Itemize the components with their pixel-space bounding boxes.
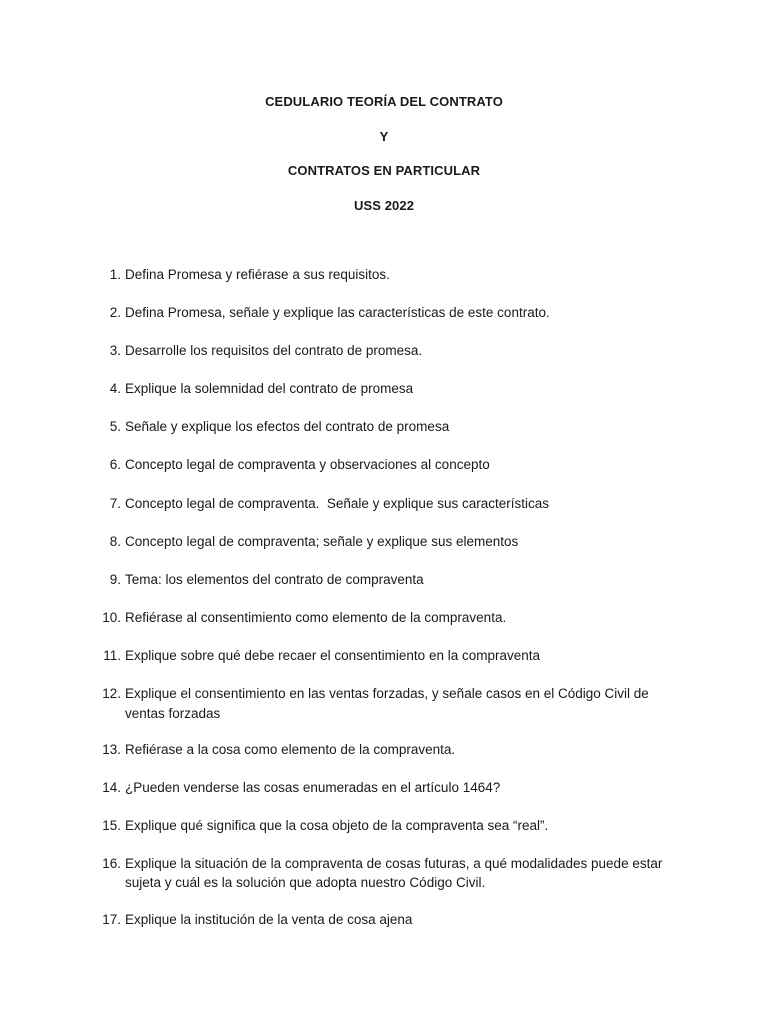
question-text: Desarrolle los requisitos del contrato de promesa.	[125, 343, 423, 359]
question-item-14	[0, 778, 768, 798]
question-item-6	[0, 455, 768, 475]
question-item-4	[0, 379, 768, 399]
question-text: Señale y explique los efectos del contrato de promesa	[125, 419, 450, 435]
title-line-4: USS 2022	[353, 197, 415, 213]
question-text: Concepto legal de compraventa. Señale y explique sus características	[125, 495, 549, 511]
question-text: Refiérase al consentimiento como elemento de la compraventa.	[125, 609, 507, 625]
question-number: 13.	[102, 741, 121, 757]
question-text: Defina Promesa, señale y explique las características de este contrato.	[125, 305, 550, 321]
question-item-2	[0, 303, 768, 323]
question-text: Explique el consentimiento en las ventas forzadas, y señale casos en el Código Civil de ventas forzadas	[125, 686, 649, 721]
question-text: Explique sobre qué debe recaer el consentimiento en la compraventa	[125, 647, 541, 663]
question-text: Refiérase a la cosa como elemento de la compraventa.	[125, 741, 456, 757]
document-title-block	[0, 93, 768, 231]
question-text: ¿Pueden venderse las cosas enumeradas en el artículo 1464?	[125, 779, 501, 795]
question-item-15	[0, 816, 768, 836]
question-text: Concepto legal de compraventa y observaciones al concepto	[125, 457, 490, 473]
question-item-3	[0, 341, 768, 361]
question-number: 3.	[109, 343, 121, 359]
question-item-1	[0, 265, 768, 285]
question-number: 17.	[102, 911, 121, 927]
question-number: 7.	[109, 495, 121, 511]
question-item-16	[0, 854, 768, 893]
question-text: Tema: los elementos del contrato de compraventa	[125, 571, 424, 587]
question-item-13	[0, 740, 768, 760]
question-number: 4.	[109, 381, 121, 397]
question-item-11	[0, 646, 768, 666]
question-text: Explique la situación de la compraventa de cosas futuras, a qué modalidades puede estar sujeta y cuál es la solución que adopta nuestro Código Civil.	[125, 855, 663, 891]
question-number: 1.	[109, 267, 121, 282]
question-number: 12.	[102, 686, 121, 702]
question-item-9	[0, 570, 768, 590]
question-list	[0, 265, 768, 948]
question-number: 9.	[109, 571, 121, 587]
question-text: Defina Promesa y refiérase a sus requisitos.	[125, 267, 390, 282]
question-number: 5.	[109, 419, 121, 435]
question-number: 2.	[109, 305, 121, 321]
question-number: 6.	[109, 457, 121, 473]
question-text: Explique la institución de la venta de cosa ajena	[125, 911, 413, 927]
title-line-1: CEDULARIO TEORÍA DEL CONTRATO	[265, 94, 503, 109]
question-text: Concepto legal de compraventa; señale y explique sus elementos	[125, 533, 519, 549]
question-number: 8.	[109, 533, 121, 549]
question-item-7	[0, 494, 768, 514]
question-item-8	[0, 532, 768, 552]
question-number: 16.	[102, 855, 121, 871]
question-number: 11.	[103, 647, 121, 663]
question-text: Explique qué significa que la cosa objeto de la compraventa sea “real”.	[125, 817, 549, 833]
question-number: 14.	[102, 779, 121, 795]
question-item-12	[0, 684, 768, 723]
question-number: 10.	[102, 609, 121, 625]
question-item-17	[0, 910, 768, 930]
question-item-10	[0, 608, 768, 628]
question-text: Explique la solemnidad del contrato de promesa	[125, 381, 414, 397]
question-number: 15.	[102, 817, 121, 833]
title-line-3: CONTRATOS EN PARTICULAR	[287, 163, 481, 178]
title-line-2: Y	[379, 128, 389, 144]
question-item-5	[0, 417, 768, 437]
